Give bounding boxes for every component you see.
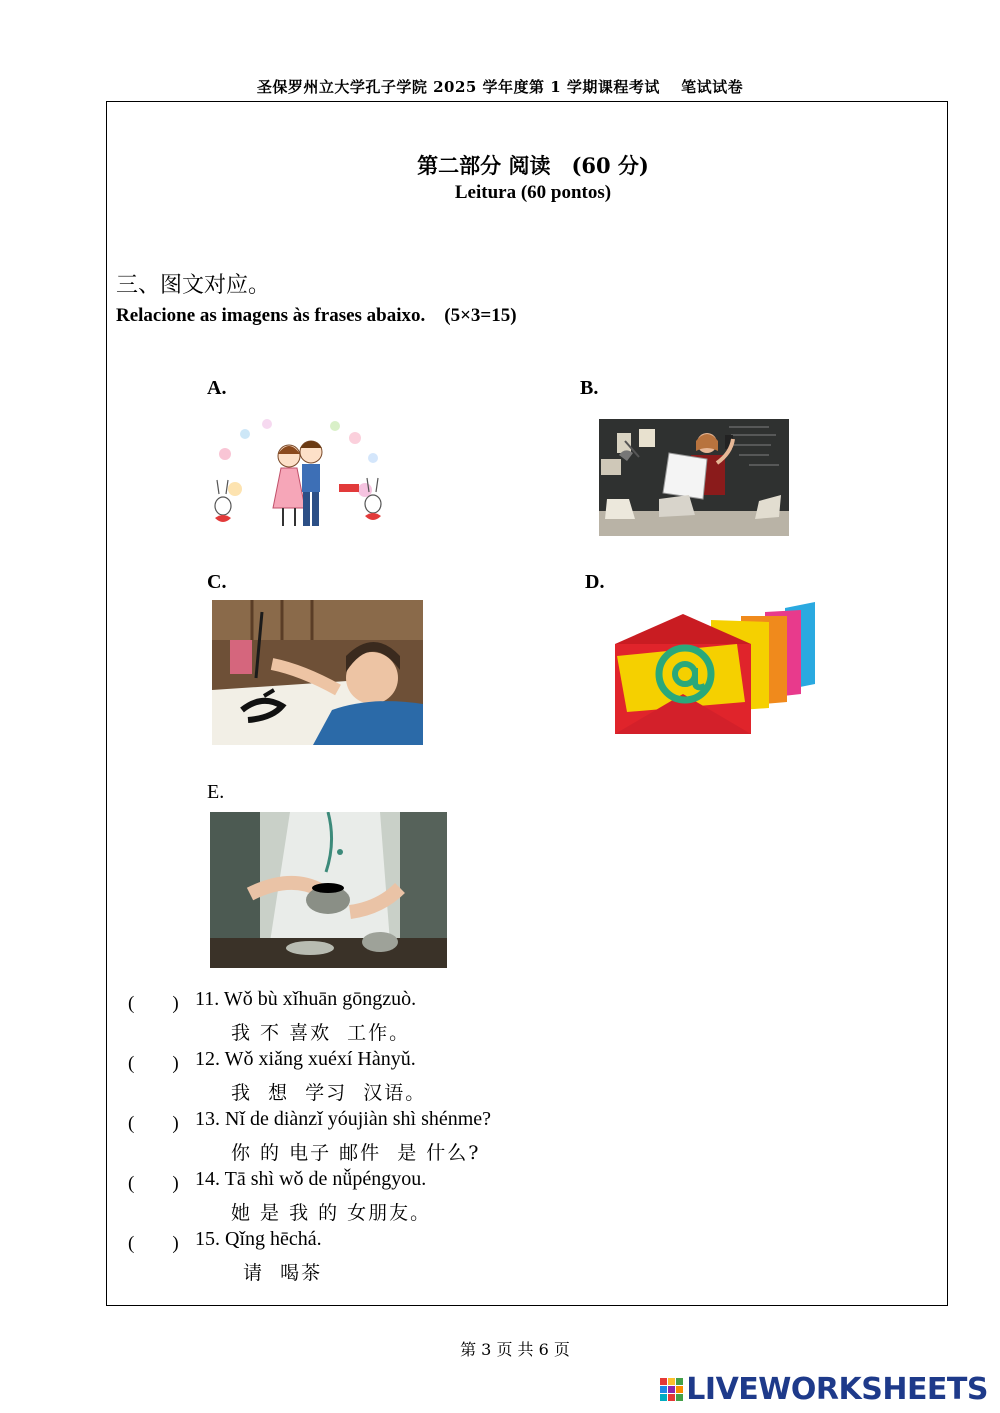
exam-header: 圣保罗州立大学孔子学院 2025 学年度第 1 学期课程考试 笔试试卷 (256, 78, 744, 96)
question-11-pinyin: 11. Wǒ bù xǐhuān gōngzuò. (195, 988, 417, 1010)
question-13 (128, 1108, 908, 1168)
question-12-hanzi: 我 想 学习 汉语。 (231, 1082, 427, 1104)
busy-office-woman-image (599, 419, 789, 536)
question-14 (128, 1168, 908, 1228)
answer-blank-15[interactable]: ( ) (128, 1233, 179, 1254)
tea-pouring-image (210, 812, 447, 968)
option-e-label: E. (207, 781, 225, 803)
question-15-hanzi: 请 喝茶 (243, 1262, 323, 1284)
question-14-pinyin: 14. Tā shì wǒ de nǚpéngyou. (195, 1168, 427, 1190)
part-title-portuguese: Leitura (60 pontos) (454, 182, 612, 203)
answer-blank-12[interactable]: ( ) (128, 1053, 179, 1074)
page-number: 第 3 页 共 6 页 (460, 1340, 570, 1359)
option-c-label: C. (207, 571, 227, 593)
question-14-hanzi: 她 是 我 的 女朋友。 (231, 1202, 432, 1224)
question-11 (128, 988, 908, 1048)
question-11-hanzi: 我 不 喜欢 工作。 (231, 1022, 411, 1044)
part-title-chinese: 第二部分 阅读 (60 分) (417, 153, 649, 178)
answer-blank-11[interactable]: ( ) (128, 993, 179, 1014)
question-12 (128, 1048, 908, 1108)
question-12-pinyin: 12. Wǒ xiǎng xuéxí Hànyǔ. (195, 1048, 416, 1070)
question-15 (128, 1228, 908, 1288)
brand-name: LIVEWORKSHEETS (686, 1372, 988, 1407)
logo-icon (660, 1378, 683, 1401)
option-b-label: B. (580, 377, 599, 399)
answer-blank-13[interactable]: ( ) (128, 1113, 179, 1134)
question-list (128, 988, 908, 1288)
liveworksheets-logo[interactable] (660, 1372, 988, 1407)
option-d-label: D. (585, 571, 605, 593)
email-envelopes-image (615, 602, 815, 738)
couple-cartoon-image (205, 414, 391, 536)
question-13-hanzi: 你 的 电子 邮件 是 什么? (231, 1142, 481, 1164)
boy-calligraphy-image (212, 600, 423, 745)
question-13-pinyin: 13. Nǐ de diànzǐ yóujiàn shì shénme? (195, 1108, 492, 1130)
answer-blank-14[interactable]: ( ) (128, 1173, 179, 1194)
option-a-label: A. (207, 377, 227, 399)
section-instruction-portuguese: Relacione as imagens às frases abaixo. (5×3=15) (116, 305, 517, 326)
section-title-chinese: 三、图文对应。 (116, 273, 271, 298)
question-15-pinyin: 15. Qǐng hēchá. (195, 1228, 322, 1250)
